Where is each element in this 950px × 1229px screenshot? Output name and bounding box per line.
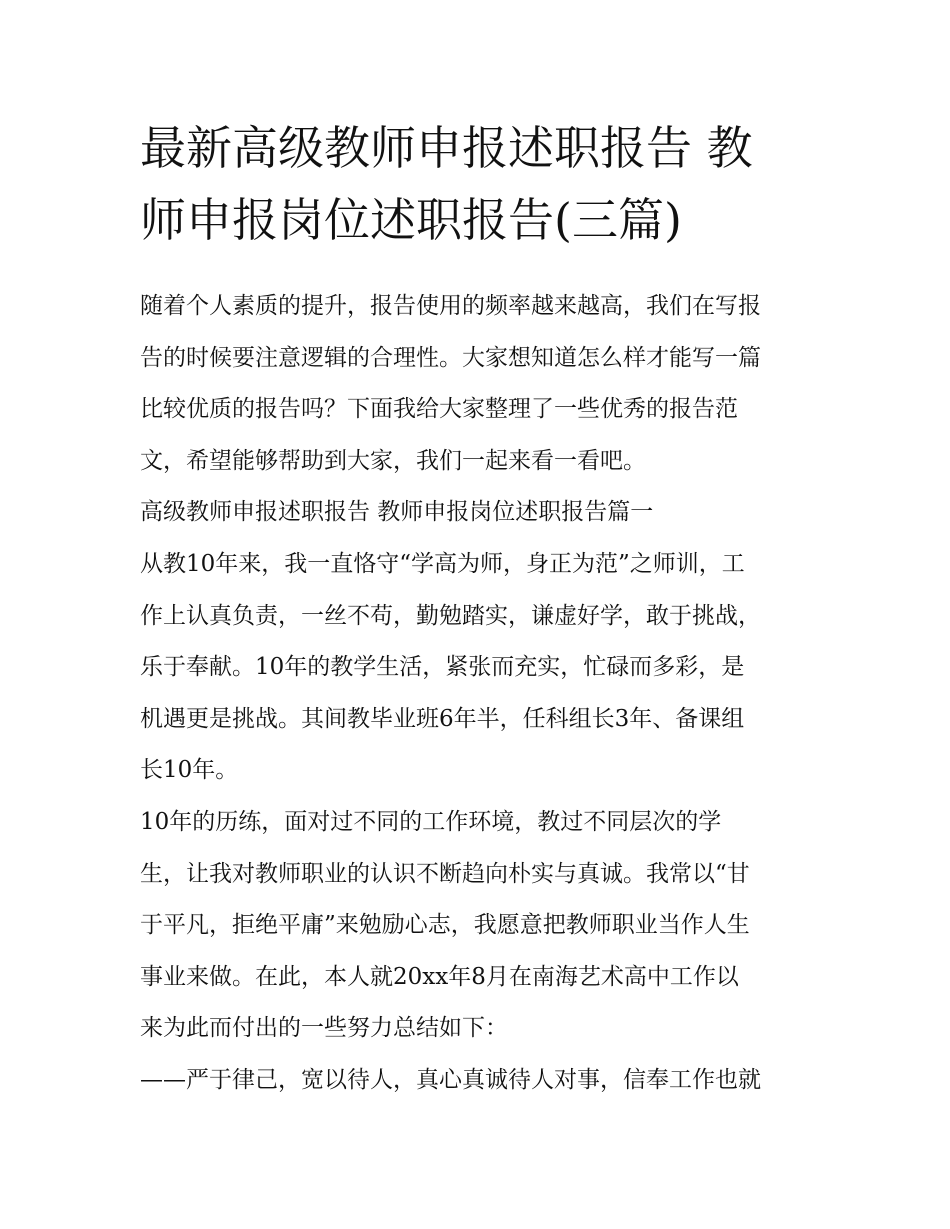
title-line: 最新高级教师申报述职报告 教 [140, 121, 753, 175]
body-line: 乐于奉献。10年的教学生活，紧张而充实，忙碌而多彩，是 [140, 654, 745, 681]
body-line: 10年的历练，面对过不同的工作环境，教过不同层次的学 [140, 808, 722, 835]
body-line: 事业来做。在此，本人就20xx年8月在南海艺术高中工作以 [140, 963, 739, 990]
title-line: 师申报岗位述职报告(三篇) [140, 193, 682, 247]
body-line: 长10年。 [140, 757, 239, 784]
body-line: 从教10年来，我一直恪守“学高为师，身正为范”之师训，工 [140, 550, 745, 577]
body-line: 文，希望能够帮助到大家，我们一起来看一看吧。 [140, 447, 646, 474]
body-line: 随着个人素质的提升，报告使用的频率越来越高，我们在写报 [140, 293, 761, 319]
body-line: ——严于律己，宽以待人，真心真诚待人对事，信奉工作也就 [140, 1066, 761, 1093]
body-line: 机遇更是挑战。其间教毕业班6年半，任科组长3年、备课组 [140, 705, 745, 732]
body-line: 生，让我对教师职业的认识不断趋向朴实与真诚。我常以“甘 [140, 860, 750, 887]
section-heading: 高级教师申报述职报告 教师申报岗位述职报告篇一 [140, 499, 654, 526]
document-body [140, 281, 820, 1107]
body-line: 比较优质的报告吗？下面我给大家整理了一些优秀的报告范 [140, 396, 738, 423]
body-line: 作上认真负责，一丝不苟，勤勉踏实，谦虚好学，敢于挑战， [140, 602, 761, 629]
document-title [140, 112, 820, 256]
body-line: 于平凡，拒绝平庸”来勉励心志，我愿意把教师职业当作人生 [140, 912, 750, 939]
body-line: 来为此而付出的一些努力总结如下： [140, 1015, 508, 1042]
body-line: 告的时候要注意逻辑的合理性。大家想知道怎么样才能写一篇 [140, 344, 761, 371]
